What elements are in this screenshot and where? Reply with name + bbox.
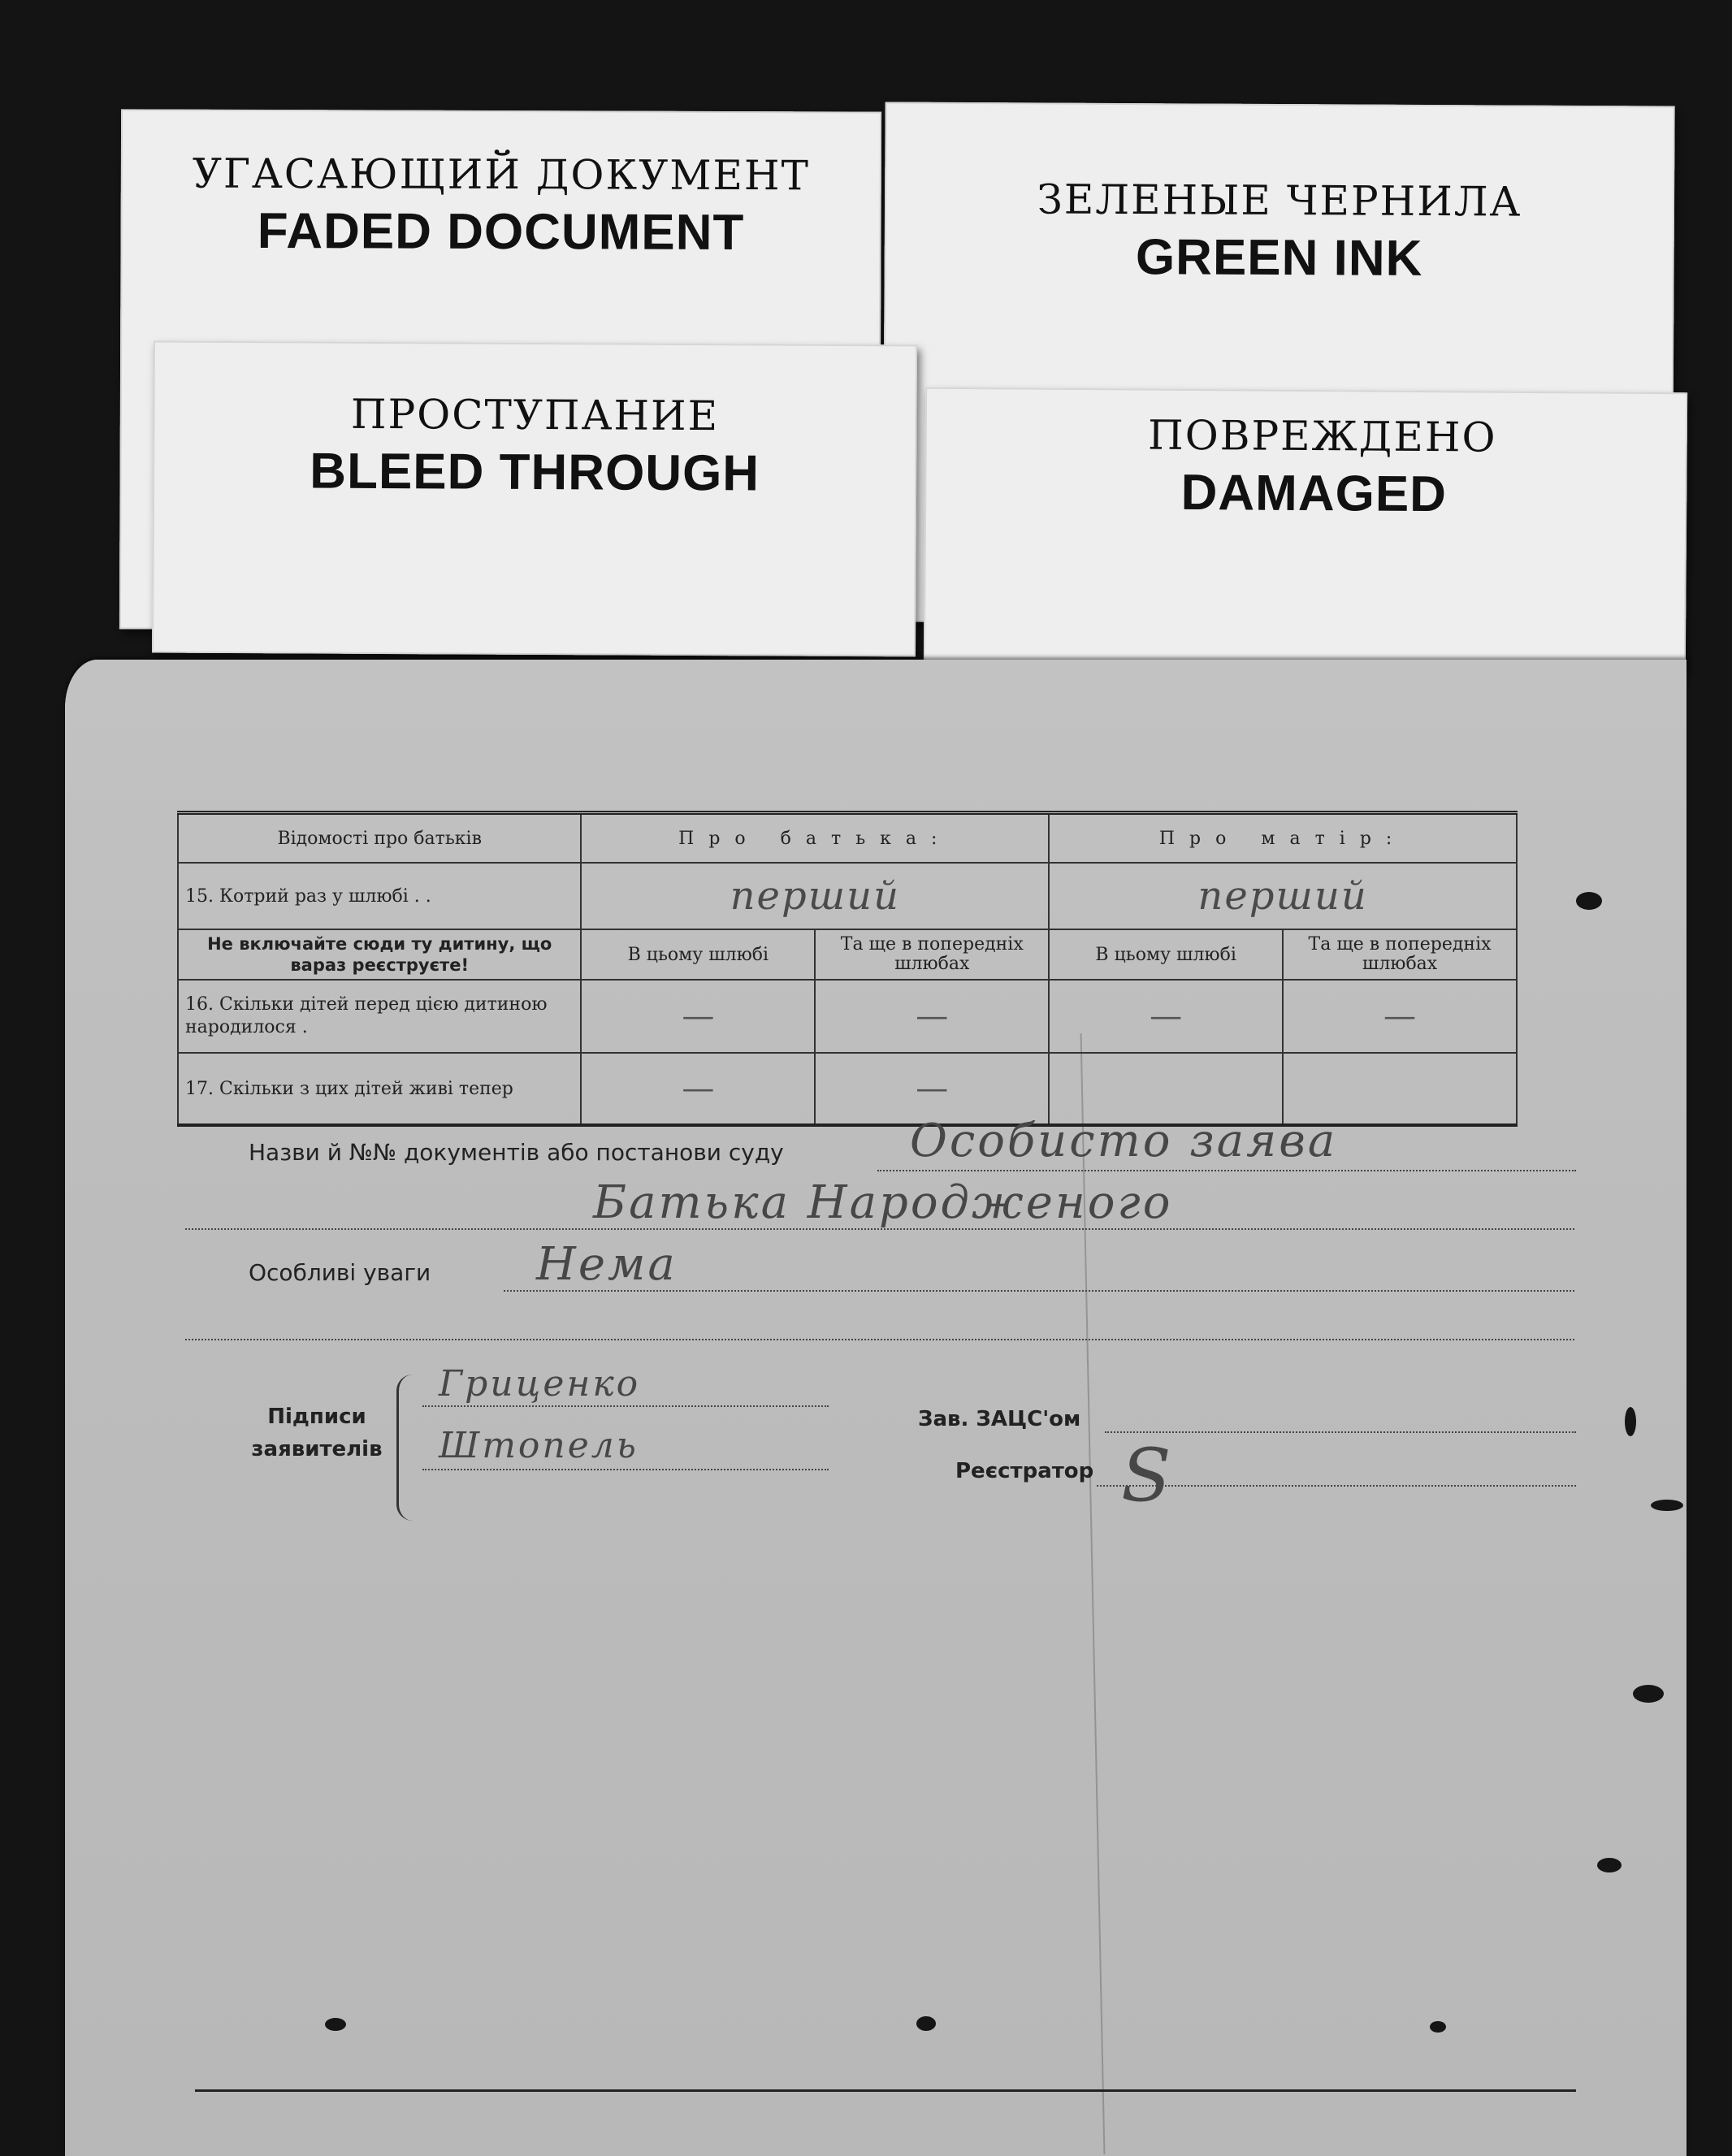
row-15-father-value: перший <box>730 873 900 919</box>
damage-hole <box>1597 1858 1622 1872</box>
subheader-mother-previous: Та ще в попередніх шлюбах <box>1283 929 1517 980</box>
row-16-value-2: — <box>815 980 1049 1053</box>
head-zags-label: Зав. ЗАЦС'ом <box>918 1407 1081 1431</box>
green-ink-ru: ЗЕЛЕНЫЕ ЧЕРНИЛА <box>1037 175 1522 226</box>
registrar-signature: S <box>1121 1433 1174 1518</box>
notes-value: Нема <box>536 1238 678 1291</box>
row-15-mother-value: перший <box>1197 873 1368 919</box>
bleed-through-card <box>152 341 917 657</box>
damage-hole <box>1633 1685 1664 1703</box>
subheader-father-previous: Та ще в попередніх шлюбах <box>815 929 1049 980</box>
header-parents-info: Відомості про батьків <box>178 813 581 864</box>
documents-dotline-1 <box>877 1170 1576 1171</box>
row-15-label: 15. Котрий раз у шлюбі . . <box>178 863 581 929</box>
row-15-mother-cell <box>1049 863 1517 929</box>
damage-hole <box>916 2016 936 2031</box>
document-sheet <box>65 660 1687 2156</box>
damaged-en: DAMAGED <box>1180 464 1448 523</box>
faded-document-ru: УГАСАЮЩИЙ ДОКУМЕНТ <box>192 149 811 200</box>
subheader-mother-this: В цьому шлюбі <box>1049 929 1283 980</box>
bleed-through-ru: ПРОСТУПАНИЕ <box>350 390 720 440</box>
damaged-card <box>924 387 1687 674</box>
signature-2: Штопель <box>439 1425 639 1466</box>
head-zags-line <box>1105 1431 1576 1433</box>
subheader-row <box>178 929 1517 980</box>
notes-dotline-1 <box>504 1290 1574 1292</box>
row-16-value-3: — <box>1049 980 1283 1053</box>
header-father: Про батька: <box>581 813 1049 864</box>
documents-value-line2: Батька Народженого <box>593 1176 1173 1229</box>
damage-hole <box>325 2018 346 2031</box>
row-16 <box>178 980 1517 1053</box>
row-17-value-1: — <box>581 1053 815 1125</box>
row-17-label: 17. Скільки з цих дітей живі тепер <box>178 1053 581 1125</box>
subheader-note: Не включайте сюди ту дитину, що вараз реєструєте! <box>178 929 581 980</box>
signature-1-line <box>422 1405 829 1407</box>
damage-hole <box>1576 892 1602 910</box>
signature-2-line <box>422 1469 829 1470</box>
signatures-label: Підписи заявителів <box>251 1405 383 1461</box>
bleed-through-en: BLEED THROUGH <box>310 443 760 502</box>
faded-document-en: FADED DOCUMENT <box>257 202 745 262</box>
row-16-value-4: — <box>1283 980 1517 1053</box>
signature-1: Гриценко <box>439 1363 641 1405</box>
damage-hole <box>1651 1500 1683 1511</box>
subheader-father-this: В цьому шлюбі <box>581 929 815 980</box>
row-15 <box>178 863 1517 929</box>
documents-dotline-2 <box>185 1228 1574 1230</box>
row-17-value-2: — <box>815 1053 1049 1125</box>
signatures-bracket <box>396 1375 415 1521</box>
damaged-ru: ПОВРЕЖДЕНО <box>1147 411 1497 461</box>
green-ink-en: GREEN INK <box>1135 229 1423 287</box>
row-15-father-cell <box>581 863 1049 929</box>
bottom-rule <box>195 2089 1576 2092</box>
row-16-value-1: — <box>581 980 815 1053</box>
table-header-row <box>178 813 1517 864</box>
documents-value-line1: Особисто заява <box>910 1115 1338 1167</box>
notes-label: Особливі уваги <box>249 1259 431 1286</box>
damage-hole <box>1625 1407 1636 1436</box>
registrar-label: Реєстратор <box>955 1459 1094 1483</box>
header-mother: Про матір: <box>1049 813 1517 864</box>
row-16-label: 16. Скільки дітей перед цією дитиною народилося . <box>178 980 581 1053</box>
notes-dotline-2 <box>185 1339 1574 1340</box>
documents-label: Назви й №№ документів або постанови суду <box>249 1139 784 1166</box>
parents-info-table <box>177 811 1518 1127</box>
damage-hole <box>1430 2021 1446 2033</box>
